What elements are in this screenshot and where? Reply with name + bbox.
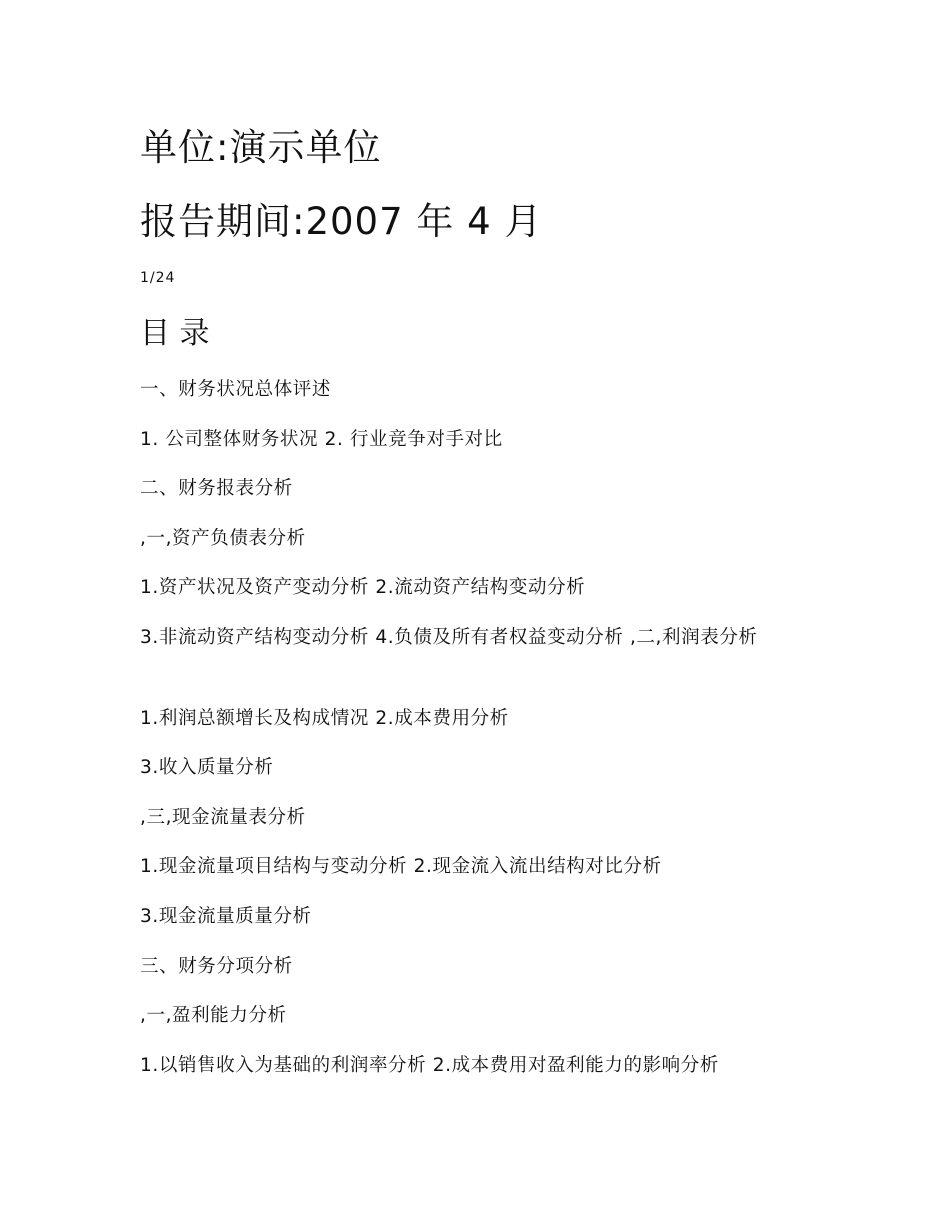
toc-line: ,一,盈利能力分析 [140, 1005, 287, 1026]
toc-line: 1.资产状况及资产变动分析 2.流动资产结构变动分析 [140, 577, 586, 598]
toc-line: 1.现金流量项目结构与变动分析 2.现金流入流出结构对比分析 [140, 856, 662, 877]
toc-line: 3.非流动资产结构变动分析 4.负债及所有者权益变动分析 ,二,利润表分析 [140, 627, 758, 648]
toc-line: 三、财务分项分析 [140, 956, 293, 977]
toc-line: 3.收入质量分析 [140, 757, 274, 778]
toc-line: ,三,现金流量表分析 [140, 807, 306, 828]
unit-heading: 单位:演示单位 [140, 126, 382, 169]
toc-title: 目 录 [140, 316, 210, 351]
toc-line: 一、财务状况总体评述 [140, 379, 332, 400]
period-heading: 报告期间:2007 年 4 月 [140, 200, 543, 243]
toc-line: 1.利润总额增长及构成情况 2.成本费用分析 [140, 708, 509, 729]
toc-line: 3.现金流量质量分析 [140, 906, 312, 927]
toc-line: 1.以销售收入为基础的利润率分析 2.成本费用对盈利能力的影响分析 [140, 1055, 719, 1076]
page-number: 1/24 [140, 270, 176, 286]
toc-line: ,一,资产负债表分析 [140, 528, 306, 549]
toc-line: 1. 公司整体财务状况 2. 行业竞争对手对比 [140, 429, 503, 450]
toc-line: 二、财务报表分析 [140, 478, 293, 499]
